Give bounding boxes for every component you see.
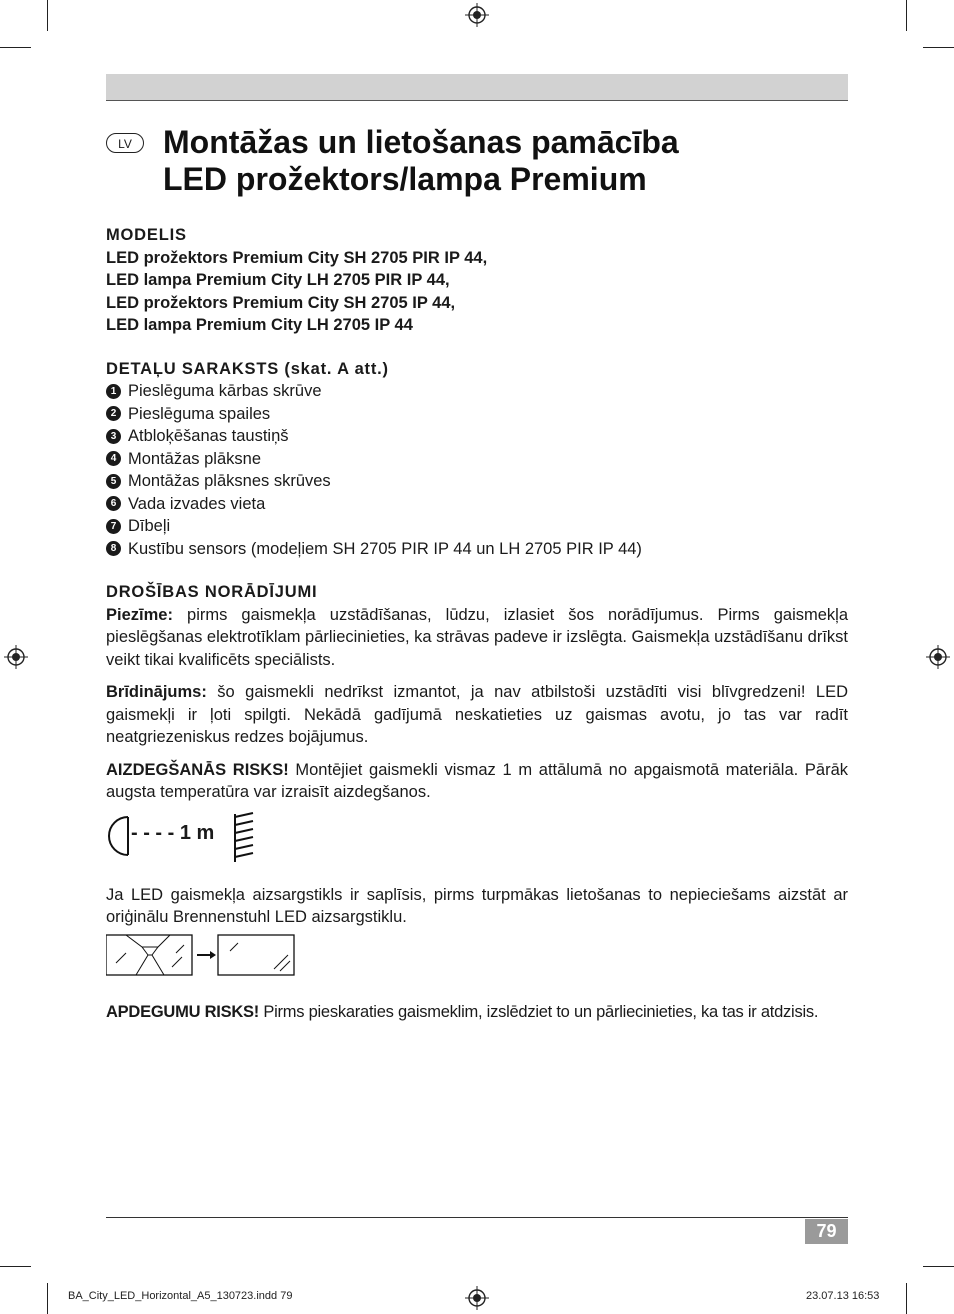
glass-paragraph: Ja LED gaismekļa aizsargstikls ir saplīsis, pirms turpmākas lietošanas to nepieciešams aizstāt ar oriģinālu Brennenstuhl LED aizsargstiklu.	[106, 885, 848, 926]
part-label: Atbloķēšanas taustiņš	[128, 427, 289, 445]
warning-paragraph	[106, 681, 848, 749]
registration-mark-icon	[926, 645, 950, 669]
model-item: LED prožektors Premium City SH 2705 IP 44,	[106, 293, 456, 312]
language-badge: LV	[106, 133, 144, 153]
part-label: Montāžas plāksne	[128, 449, 261, 468]
broken-glass-to-new-glass-icon	[106, 933, 296, 979]
note-text: pirms gaismekļa uzstādīšanas, lūdzu, izlasiet šos norādījumus. Pirms gaismekļa pieslēgšanas elektrotīklam pārliecinieties, ka strāvas padeve ir izslēgta. Gaismekļa uzstādīšanu drīkst veikt tikai kvalificēts speciālists.	[106, 605, 848, 669]
note-paragraph	[106, 604, 848, 672]
warning-text: šo gaismekli nedrīkst izmantot, ja nav atbilstoši uzstādīti visi blīvgredzeni! LED gaismekļi ir ļoti spilgti. Nekādā gadījumā neskatieties uz gaismas avotu, jo tas var radīt neatgriezeniskus redzes bojājumus.	[106, 683, 848, 746]
model-item: LED lampa Premium City LH 2705 PIR IP 44,	[106, 271, 450, 289]
crop-mark	[906, 0, 907, 31]
burn-paragraph	[106, 1001, 848, 1024]
number-badge: 3	[106, 429, 121, 444]
fire-label: AIZDEGŠANĀS RISKS!	[106, 760, 289, 779]
number-badge: 1	[106, 384, 121, 399]
safety-heading: DROŠĪBAS NORĀDĪJUMI	[106, 583, 318, 601]
material-hatch-icon	[233, 812, 259, 864]
list-item	[106, 380, 848, 403]
burn-text: Pirms pieskaraties gaismeklim, izslēdziet to un pārliecinieties, ka tas ir atdzisis.	[259, 1002, 819, 1021]
part-label: Pieslēguma kārbas skrūve	[128, 382, 322, 400]
number-badge: 5	[106, 474, 121, 489]
title-line-2: LED prožektors/lampa Premium	[163, 161, 647, 197]
models-heading: MODELIS	[106, 226, 187, 244]
number-badge: 4	[106, 451, 121, 466]
list-item	[106, 425, 848, 448]
part-label: Pieslēguma spailes	[128, 404, 271, 423]
parts-heading: DETAĻU SARAKSTS (skat. A att.)	[106, 359, 389, 378]
list-item	[106, 538, 848, 561]
title-line-1: Montāžas un lietošanas pamācība	[163, 124, 679, 160]
distance-diagram	[106, 808, 848, 866]
number-badge: 8	[106, 541, 121, 556]
slug-filename: BA_City_LED_Horizontal_A5_130723.indd 79	[68, 1290, 293, 1302]
slug-timestamp: 23.07.13 16:53	[806, 1290, 880, 1302]
part-label: Dībeļi	[128, 517, 171, 535]
distance-label: - - - - 1 m	[131, 821, 215, 844]
number-badge: 6	[106, 496, 121, 511]
part-label: Kustību sensors (modeļiem SH 2705 PIR IP 44 un LH 2705 PIR IP 44)	[128, 539, 642, 558]
model-item: LED lampa Premium City LH 2705 IP 44	[106, 316, 413, 334]
warning-label: Brīdinājums:	[106, 683, 207, 701]
lamp-icon	[106, 814, 134, 858]
crop-mark	[923, 1266, 954, 1267]
fire-text: Montējiet gaismekli vismaz 1 m attālumā no apgaismotā materiāla. Pārāk augsta temperatūra var izraisīt aizdegšanos.	[106, 760, 848, 801]
number-badge: 7	[106, 519, 121, 534]
page-title	[163, 124, 679, 198]
crop-mark	[0, 47, 31, 48]
crop-mark	[47, 0, 48, 31]
registration-mark-icon	[465, 1286, 489, 1310]
footer-rule	[106, 1217, 848, 1218]
parts-list	[106, 380, 848, 560]
part-label: Vada izvades vieta	[128, 494, 266, 513]
list-item	[106, 493, 848, 516]
glass-replace-diagram	[106, 933, 848, 983]
burn-label: APDEGUMU RISKS!	[106, 1002, 260, 1021]
models-list	[106, 247, 848, 337]
crop-mark	[47, 1283, 48, 1314]
crop-mark	[0, 1266, 31, 1267]
model-item: LED prožektors Premium City SH 2705 PIR IP 44,	[106, 248, 488, 267]
list-item	[106, 403, 848, 426]
note-label: Piezīme:	[106, 605, 173, 624]
list-item	[106, 448, 848, 471]
header-bar	[106, 74, 848, 101]
fire-paragraph	[106, 759, 848, 804]
crop-mark	[923, 47, 954, 48]
list-item	[106, 470, 848, 493]
list-item	[106, 515, 848, 538]
part-label: Montāžas plāksnes skrūves	[128, 472, 331, 490]
page-number: 79	[805, 1219, 848, 1244]
crop-mark	[906, 1283, 907, 1314]
number-badge: 2	[106, 406, 121, 421]
registration-mark-icon	[4, 645, 28, 669]
document-body	[106, 224, 848, 1033]
registration-mark-icon	[465, 3, 489, 27]
